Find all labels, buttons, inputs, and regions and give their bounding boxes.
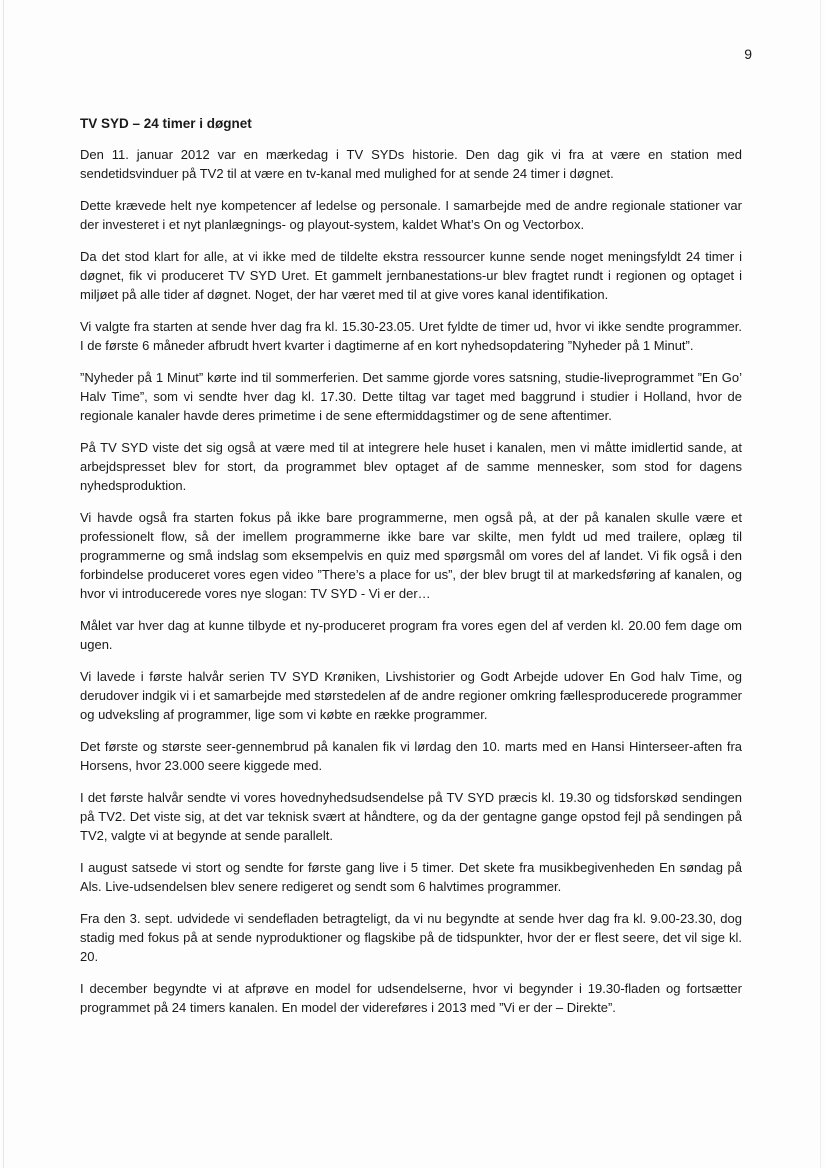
page-number: 9 [744, 46, 752, 62]
paragraph-14: I december begyndte vi at afprøve en model for udsendelserne, hvor vi begynder i 19.30-fladen og fortsætter programmet på 24 timers kanalen. En model der videreføres i 2013 med ”Vi er der – Direkte”. [80, 981, 742, 1015]
paragraph-3: Da det stod klart for alle, at vi ikke med de tildelte ekstra ressourcer kunne sende noget meningsfyldt 24 timer i døgnet, fik vi produceret TV SYD Uret. Et gammelt jernbanestations-ur blev fragtet rundt i regionen og optaget i miljøet på alle tider af døgnet. Noget, der har været med til at give vores kanal identifikation. [80, 249, 742, 302]
paragraph-5: ”Nyheder på 1 Minut” kørte ind til sommerferien. Det samme gjorde vores satsning, studie-liveprogrammet ”En Go’ Halv Time”, som vi sendte hver dag kl. 17.30. Dette tiltag var taget med baggrund i studier i Holland, hvor de regionale kanaler havde deres primetime i de sene eftermiddagstimer og de sene aftentimer. [80, 370, 742, 423]
paragraph-10: Det første og største seer-gennembrud på kanalen fik vi lørdag den 10. marts med en Hansi Hinterseer-aften fra Horsens, hvor 23.000 seere kiggede med. [80, 739, 742, 773]
paragraph-9: Vi lavede i første halvår serien TV SYD Krøniken, Livshistorier og Godt Arbejde udover En God halv Time, og derudover indgik vi i et samarbejde med størstedelen af de andre regioner omkring fællesproducerede programmer og udveksling af programmer, lige som vi købte en række programmer. [80, 669, 742, 722]
scan-edge-right [820, 0, 821, 1168]
paragraph-12: I august satsede vi stort og sendte for første gang live i 5 timer. Det skete fra musikbegivenheden En søndag på Als. Live-udsendelsen blev senere redigeret og sendt som 6 halvtimes programmer. [80, 860, 742, 894]
paragraph-8: Målet var hver dag at kunne tilbyde et ny-produceret program fra vores egen del af verden kl. 20.00 fem dage om ugen. [80, 618, 742, 652]
paragraph-13: Fra den 3. sept. udvidede vi sendefladen betragteligt, da vi nu begyndte at sende hver dag fra kl. 9.00-23.30, dog stadig med fokus på at sende nyproduktioner og flagskibe på de tidspunkter, hvor der er flest seere, det vil sige kl. 20. [80, 911, 742, 964]
paragraph-1: Den 11. januar 2012 var en mærkedag i TV SYDs historie. Den dag gik vi fra at være en station med sendetidsvinduer på TV2 til at være en tv-kanal med mulighed for at sende 24 timer i døgnet. [80, 147, 742, 181]
section-heading: TV SYD – 24 timer i døgnet [80, 116, 252, 131]
scan-edge-left [3, 0, 4, 1168]
paragraph-2: Dette krævede helt nye kompetencer af ledelse og personale. I samarbejde med de andre regionale stationer var der investeret i et nyt planlægnings- og playout-system, kaldet What’s On og Vectorbox. [80, 198, 742, 232]
paragraph-11: I det første halvår sendte vi vores hovednyhedsudsendelse på TV SYD præcis kl. 19.30 og tidsforskød sendingen på TV2. Det viste sig, at det var teknisk svært at håndtere, og da der gentagne gange opstod fejl på sendingen på TV2, valgte vi at begynde at sende parallelt. [80, 790, 742, 843]
paragraph-4: Vi valgte fra starten at sende hver dag fra kl. 15.30-23.05. Uret fyldte de timer ud, hvor vi ikke sendte programmer. I de første 6 måneder afbrudt hvert kvarter i dagtimerne af en kort nyhedsopdatering ”Nyheder på 1 Minut”. [80, 319, 742, 353]
paragraph-7: Vi havde også fra starten fokus på ikke bare programmerne, men også på, at der på kanalen skulle være et professionelt flow, så der imellem programmerne ikke bare var skilte, men fyldt ud med trailere, oplæg til programmerne og små indslag som eksempelvis en quiz med spørgsmål om vores del af landet. Vi fik også i den forbindelse produceret vores egen video ”There’s a place for us”, der blev brugt til at markedsføring af kanalen, og hvor vi introducerede vores nye slogan: TV SYD - Vi er der… [80, 510, 742, 601]
paragraph-6: På TV SYD viste det sig også at være med til at integrere hele huset i kanalen, men vi måtte imidlertid sande, at arbejdspresset blev for stort, da programmet blev optaget af de samme mennesker, som stod for dagens nyhedsproduktion. [80, 440, 742, 493]
document-body [80, 114, 742, 1030]
